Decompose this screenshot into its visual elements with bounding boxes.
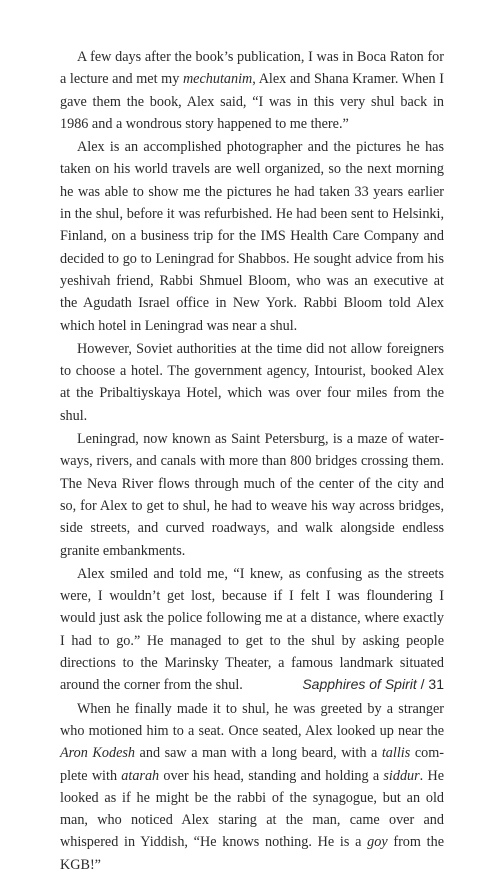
italic-term: tallis [381, 745, 411, 762]
text-run: from the KGB!” [60, 834, 444, 873]
paragraph [60, 428, 444, 562]
italic-term: mechutanim [182, 71, 253, 88]
text-run: A few days after the book’s publication, I was in Boca Raton for a lecture and met my [60, 49, 444, 88]
italic-term: siddur [383, 767, 420, 784]
paragraph [60, 698, 444, 876]
book-title: Sapphires of Spirit [302, 676, 417, 692]
italic-term: Aron Kodesh [60, 745, 135, 762]
page-body [60, 46, 444, 876]
footer-separator: / [416, 676, 429, 692]
text-run: . He looked as if he might be the rabbi of the synagogue, but an old man, who noticed Alex staring at the man, came over and whispered in Yiddish, “He knows nothing. He is a [60, 767, 445, 851]
paragraph [60, 46, 444, 135]
paragraph [60, 338, 444, 427]
text-run: Alex is an accomplished photographer and the pictures he has taken on his world travels are well organized, so the next morning he was able to show me the pictures he had taken 33 years earlier in the shul, before it was refurbished. He had been sent to Helsinki, Finland, on a business trip for the IMS Health Care Company and decided to go to Leningrad for Shabbos. He sought advice from his yeshivah friend, Rabbi Shmuel Bloom, who was an executive at the Agudath Israel office in New York. Rabbi Bloom told Alex which hotel in Leningrad was near a shul. [60, 139, 444, 334]
page-number: 31 [428, 676, 444, 692]
italic-term: atarah [121, 767, 160, 784]
running-footer [60, 676, 444, 692]
text-run: complete with [60, 745, 444, 784]
paragraph [60, 136, 444, 337]
text-run: However, Soviet authorities at the time did not allow foreigners to choose a hotel. The government agency, Intourist, booked Alex at the Pribaltiyskaya Hotel, which was over four miles from the shul. [60, 340, 444, 424]
text-run: and saw a man with a long beard, with a [134, 745, 382, 762]
text-run: When he finally made it to shul, he was greeted by a stranger who motioned him to a seat. Once seated, Alex looked up near the [60, 700, 444, 739]
text-run: , Alex and Shana Kramer. When I gave them the book, Alex said, “I was in this very shul back in 1986 and a wondrous story happened to me there.” [60, 71, 445, 132]
text-run: Alex smiled and told me, “I knew, as confusing as the streets were, I wouldn’t get lost, because if I felt I was floundering I would just ask the police following me at a distance, where exactly I had to go.” He managed to get to the shul by asking people directions to the Marinsky Theater, a famous landmark situated around the corner from the shul. [60, 565, 444, 694]
text-run: over his head, standing and holding a [159, 767, 384, 784]
italic-term: goy [367, 834, 388, 851]
text-run: Leningrad, now known as Saint Petersburg, is a maze of waterways, rivers, and canals with more than 800 bridges crossing them. The Neva River flows through much of the center of the city and so, for Alex to get to shul, he had to weave his way across bridges, side streets, and curved roadways, and walk alongside endless granite embankments. [60, 431, 444, 559]
